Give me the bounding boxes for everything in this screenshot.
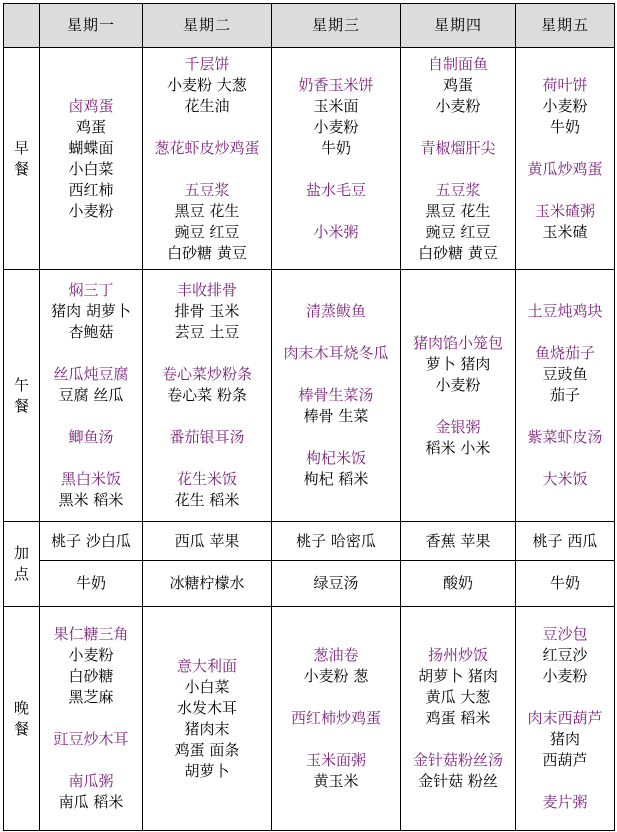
meal-label-char: 晚: [13, 698, 29, 717]
ingredient-line: 南瓜 稻米: [58, 793, 124, 811]
breakfast-cell-thursday: [401, 48, 516, 270]
spacer: [272, 322, 400, 343]
ingredient-line: 小白菜: [68, 159, 114, 178]
spacer: [516, 448, 614, 469]
dish-name: 肉末木耳烧冬瓜: [283, 344, 389, 362]
meal-label-char: 加: [13, 544, 29, 562]
dish-name: 番茄银耳汤: [169, 428, 245, 446]
meal-label-text: [4, 375, 39, 417]
dish-name: 南瓜粥: [68, 772, 114, 790]
ingredient-line: 蝴蝶面: [68, 138, 114, 157]
ingredient-line: 枸杞 稻米: [303, 470, 369, 488]
dish-name: 鱼烧茄子: [534, 344, 595, 362]
ingredient-line: 棒骨 生菜: [303, 407, 369, 425]
dish-name: 焖三丁: [68, 281, 114, 299]
dinner-cell-thursday: [401, 607, 516, 831]
spacer: [401, 729, 515, 750]
snack-drink-friday: 牛奶: [516, 561, 615, 607]
snack-drink-row: [4, 561, 615, 607]
ingredient-line: 小麦粉: [313, 117, 359, 136]
ingredient-line: 猪肉 胡萝卜: [51, 302, 131, 320]
dish-name: 奶香玉米饼: [298, 75, 374, 94]
ingredient-line: 黑豆 花生: [174, 201, 240, 220]
ingredient-line: 鸡蛋: [75, 117, 106, 136]
spacer: [272, 687, 400, 708]
dish-name: 卤鸡蛋: [68, 96, 114, 115]
ingredient-line: 花生油: [184, 96, 230, 115]
ingredient-line: 猪肉末: [184, 719, 230, 738]
dish-name: 大米饭: [542, 470, 588, 488]
meal-label-char: 餐: [13, 159, 29, 178]
ingredient-line: 水发木耳: [176, 698, 237, 717]
snack-fruit-row: [4, 522, 615, 561]
ingredient-line: 白砂糖: [68, 667, 114, 685]
ingredient-line: 胡萝卜: [184, 761, 230, 780]
spacer: [516, 180, 614, 201]
ingredient-line: 小白菜: [184, 677, 230, 696]
meal-label-breakfast: [4, 48, 40, 270]
dish-name: 果仁糖三角: [53, 625, 129, 643]
ingredient-line: 小麦粉: [542, 96, 588, 115]
lunch-cell-wednesday: [272, 270, 401, 522]
ingredient-line: 黄瓜 大葱: [425, 688, 491, 706]
ingredient-line: 黑米 稻米: [58, 491, 124, 509]
ingredient-line: 小麦粉: [435, 96, 481, 115]
spacer: [272, 159, 400, 180]
snack-drink-tuesday: 冰糖柠檬水: [143, 561, 272, 607]
ingredient-line: 鸡蛋 稻米: [425, 709, 491, 727]
dish-name: 青椒熘肝尖: [420, 138, 496, 157]
dish-name: 荷叶饼: [542, 75, 588, 94]
meal-label-text: [4, 138, 39, 180]
ingredient-line: 牛奶: [549, 117, 580, 136]
meal-label-text: [4, 543, 39, 585]
day-header-friday: 星期五: [516, 4, 615, 48]
snack-fruit-tuesday: 西瓜 苹果: [143, 522, 272, 561]
spacer: [401, 159, 515, 180]
dish-name: 豆沙包: [542, 625, 588, 643]
snack-fruit-friday: 桃子 西瓜: [516, 522, 615, 561]
spacer: [272, 364, 400, 385]
breakfast-cell-friday: [516, 48, 615, 270]
ingredient-line: 芸豆 土豆: [174, 323, 240, 341]
ingredient-line: 猪肉: [549, 730, 580, 748]
ingredient-line: 小麦粉: [68, 201, 114, 220]
lunch-cell-friday: [516, 270, 615, 522]
lunch-cell-tuesday: [143, 270, 272, 522]
ingredient-line: 花生 稻米: [174, 491, 240, 509]
dish-name: 丰收排骨: [176, 281, 237, 299]
dinner-cell-monday: [40, 607, 143, 831]
ingredient-line: 豆豉鱼: [542, 365, 588, 383]
spacer: [516, 322, 614, 343]
ingredient-line: 杏鲍菇: [68, 323, 114, 341]
spacer: [401, 396, 515, 417]
breakfast-cell-wednesday: [272, 48, 401, 270]
weekly-menu-table: [3, 3, 615, 831]
snack-drink-monday: 牛奶: [40, 561, 143, 607]
ingredient-line: 豆腐 丝瓜: [58, 386, 124, 404]
dish-name: 玉米碴粥: [534, 201, 595, 220]
ingredient-line: 小麦粉: [542, 667, 588, 685]
snack-fruit-monday: 桃子 沙白瓜: [40, 522, 143, 561]
day-header-monday: 星期一: [40, 4, 143, 48]
ingredient-line: 白砂糖 黄豆: [418, 243, 498, 262]
ingredient-line: 卷心菜 粉条: [167, 386, 247, 404]
ingredient-line: 西葫芦: [542, 751, 588, 769]
lunch-row: [4, 270, 615, 522]
spacer: [143, 343, 271, 364]
dish-name: 玉米面粥: [305, 751, 366, 769]
dish-name: 葱油卷: [313, 646, 359, 664]
ingredient-line: 小麦粉: [435, 375, 481, 394]
dish-name: 小米粥: [313, 222, 359, 241]
spacer: [143, 117, 271, 138]
dinner-row: [4, 607, 615, 831]
ingredient-line: 茄子: [549, 386, 580, 404]
lunch-cell-monday: [40, 270, 143, 522]
ingredient-line: 鸡蛋 面条: [174, 740, 240, 759]
spacer: [40, 448, 142, 469]
breakfast-cell-tuesday: [143, 48, 272, 270]
dinner-cell-tuesday: [143, 607, 272, 831]
dish-name: 盐水毛豆: [305, 180, 366, 199]
spacer: [143, 159, 271, 180]
meal-label-snack: [4, 522, 40, 607]
dish-name: 扬州炒饭: [427, 646, 488, 664]
meal-label-char: 点: [13, 565, 29, 583]
ingredient-line: 黑芝麻: [68, 688, 114, 706]
ingredient-line: 小麦粉 大葱: [167, 75, 247, 94]
corner-cell: [4, 4, 40, 48]
ingredient-line: 稻米 小米: [425, 438, 491, 457]
dish-name: 葱花虾皮炒鸡蛋: [154, 138, 260, 157]
spacer: [143, 448, 271, 469]
dish-name: 枸杞米饭: [305, 449, 366, 467]
ingredient-line: 豌豆 红豆: [425, 222, 491, 241]
meal-label-lunch: [4, 270, 40, 522]
spacer: [40, 708, 142, 729]
ingredient-line: 黄玉米: [313, 772, 359, 790]
ingredient-line: 西红柿: [68, 180, 114, 199]
dish-name: 猪肉馅小笼包: [412, 333, 503, 352]
spacer: [516, 406, 614, 427]
dish-name: 棒骨生菜汤: [298, 386, 374, 404]
meal-label-char: 早: [13, 138, 29, 157]
dish-name: 土豆炖鸡块: [527, 302, 603, 320]
snack-drink-thursday: 酸奶: [401, 561, 516, 607]
ingredient-line: 白砂糖 黄豆: [167, 243, 247, 262]
dish-name: 紫菜虾皮汤: [527, 428, 603, 446]
snack-fruit-wednesday: 桃子 哈密瓜: [272, 522, 401, 561]
dish-name: 黑白米饭: [60, 470, 121, 488]
dish-name: 麦片粥: [542, 793, 588, 811]
spacer: [40, 406, 142, 427]
spacer: [40, 750, 142, 771]
spacer: [272, 427, 400, 448]
dish-name: 黄瓜炒鸡蛋: [527, 159, 603, 178]
dish-name: 花生米饭: [176, 470, 237, 488]
ingredient-line: 胡萝卜 猪肉: [418, 667, 498, 685]
ingredient-line: 小麦粉 葱: [303, 667, 369, 685]
spacer: [143, 406, 271, 427]
ingredient-line: 排骨 玉米: [174, 302, 240, 320]
dinner-cell-wednesday: [272, 607, 401, 831]
spacer: [401, 117, 515, 138]
day-header-thursday: 星期四: [401, 4, 516, 48]
dish-name: 五豆浆: [435, 180, 481, 199]
dish-name: 清蒸鲅鱼: [305, 302, 366, 320]
meal-label-char: 午: [13, 375, 29, 394]
spacer: [272, 729, 400, 750]
ingredient-line: 豌豆 红豆: [174, 222, 240, 241]
lunch-cell-thursday: [401, 270, 516, 522]
breakfast-cell-monday: [40, 48, 143, 270]
ingredient-line: 玉米面: [313, 96, 359, 115]
spacer: [516, 687, 614, 708]
ingredient-line: 牛奶: [320, 138, 351, 157]
spacer: [516, 771, 614, 792]
dish-name: 豇豆炒木耳: [53, 730, 129, 748]
dinner-cell-friday: [516, 607, 615, 831]
ingredient-line: 小麦粉: [68, 646, 114, 664]
meal-label-dinner: [4, 607, 40, 831]
ingredient-line: 红豆沙: [542, 646, 588, 664]
day-header-tuesday: 星期二: [143, 4, 272, 48]
ingredient-line: 鸡蛋: [442, 75, 473, 94]
dish-name: 金针菇粉丝汤: [412, 751, 503, 769]
meal-label-char: 餐: [13, 396, 29, 415]
meal-label-text: [4, 698, 39, 740]
dish-name: 意大利面: [176, 656, 237, 675]
snack-drink-wednesday: 绿豆汤: [272, 561, 401, 607]
spacer: [272, 201, 400, 222]
ingredient-line: 萝卜 猪肉: [425, 354, 491, 373]
dish-name: 五豆浆: [184, 180, 230, 199]
spacer: [516, 138, 614, 159]
ingredient-line: 黑豆 花生: [425, 201, 491, 220]
spacer: [40, 343, 142, 364]
dish-name: 西红柿炒鸡蛋: [290, 709, 381, 727]
dish-name: 千层饼: [184, 54, 230, 73]
dish-name: 丝瓜炖豆腐: [53, 365, 129, 383]
dish-name: 自制面鱼: [427, 54, 488, 73]
meal-label-char: 餐: [13, 719, 29, 738]
header-row: [4, 4, 615, 48]
snack-fruit-thursday: 香蕉 苹果: [401, 522, 516, 561]
dish-name: 鲫鱼汤: [68, 428, 114, 446]
day-header-wednesday: 星期三: [272, 4, 401, 48]
ingredient-line: 玉米碴: [542, 222, 588, 241]
breakfast-row: [4, 48, 615, 270]
dish-name: 卷心菜炒粉条: [161, 365, 252, 383]
dish-name: 金银粥: [435, 417, 481, 436]
dish-name: 肉末西葫芦: [527, 709, 603, 727]
ingredient-line: 金针菇 粉丝: [418, 772, 498, 790]
